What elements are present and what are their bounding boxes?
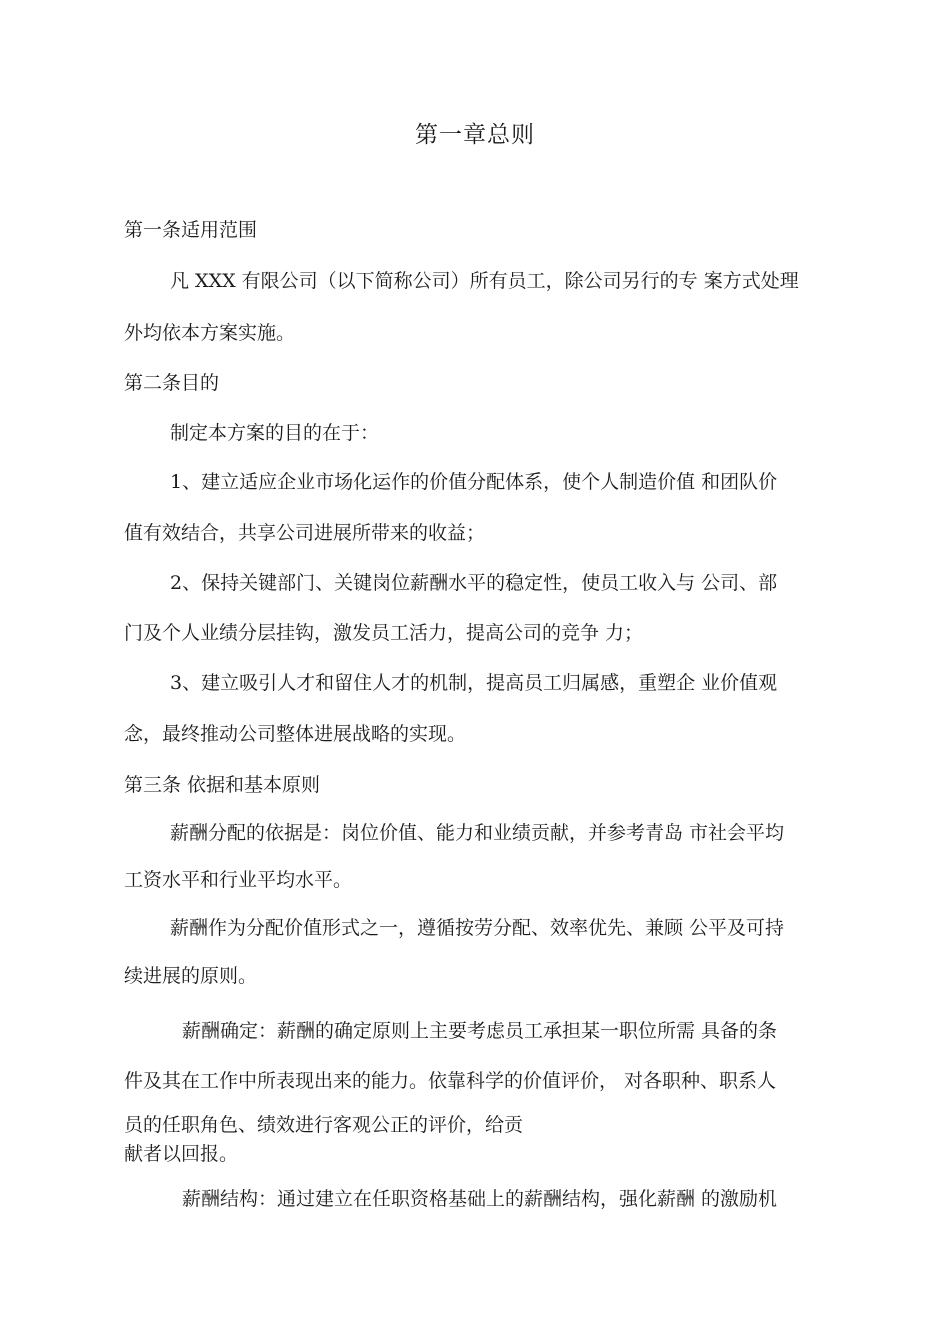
article-3-paragraph-3-line: 员的任职角色、绩效进行客观公正的评价，给贡 xyxy=(124,1114,524,1136)
article-3-paragraph-4-line: 薪酬结构：通过建立在任职资格基础上的薪酬结构，强化薪酬 的激励机 xyxy=(182,1188,778,1210)
article-3-paragraph-3-line: 件及其在工作中所表现出来的能力。依靠科学的价值评价， 对各职种、职系人 xyxy=(124,1070,777,1092)
article-1-paragraph-line: 凡 XXX 有限公司（以下简称公司）所有员工，除公司另行的专 案方式处理 xyxy=(170,270,799,292)
article-2-item-2-line: 门及个人业绩分层挂钩，激发员工活力，提高公司的竞争 力； xyxy=(124,622,644,644)
article-3-heading: 第三条 依据和基本原则 xyxy=(124,774,321,796)
article-2-item-1-line: 1、建立适应企业市场化运作的价值分配体系，使个人制造价值 和团队价 xyxy=(170,471,778,493)
article-3-paragraph-2-line: 续进展的原则。 xyxy=(124,965,258,987)
article-3-paragraph-3-line: 薪酬确定：薪酬的确定原则上主要考虑员工承担某一职位所需 具备的条 xyxy=(182,1020,778,1042)
article-2-item-2-line: 2、保持关键部门、关键岗位薪酬水平的稳定性，使员工收入与 公司、部 xyxy=(170,572,778,594)
chapter-title: 第一章总则 xyxy=(415,122,535,148)
article-3-paragraph-3-line: 献者以回报。 xyxy=(124,1143,239,1165)
article-3-paragraph-1-line: 工资水平和行业平均水平。 xyxy=(124,869,353,891)
article-2-heading: 第二条目的 xyxy=(124,372,220,394)
article-3-paragraph-2-line: 薪酬作为分配价值形式之一，遵循按劳分配、效率优先、兼顾 公平及可持 xyxy=(170,917,785,939)
article-1-paragraph-line: 外均依本方案实施。 xyxy=(124,322,296,344)
article-1-heading: 第一条适用范围 xyxy=(124,219,258,241)
article-2-item-3-line: 念，最终推动公司整体进展战略的实现。 xyxy=(124,723,467,745)
article-3-paragraph-1-line: 薪酬分配的依据是：岗位价值、能力和业绩贡献，并参考青岛 市社会平均 xyxy=(170,822,785,844)
article-2-item-1-line: 值有效结合，共享公司进展所带来的收益； xyxy=(124,522,486,544)
article-2-item-3-line: 3、建立吸引人才和留住人才的机制，提高员工归属感，重塑企 业价值观 xyxy=(170,672,778,694)
article-2-intro: 制定本方案的目的在于： xyxy=(170,422,380,444)
